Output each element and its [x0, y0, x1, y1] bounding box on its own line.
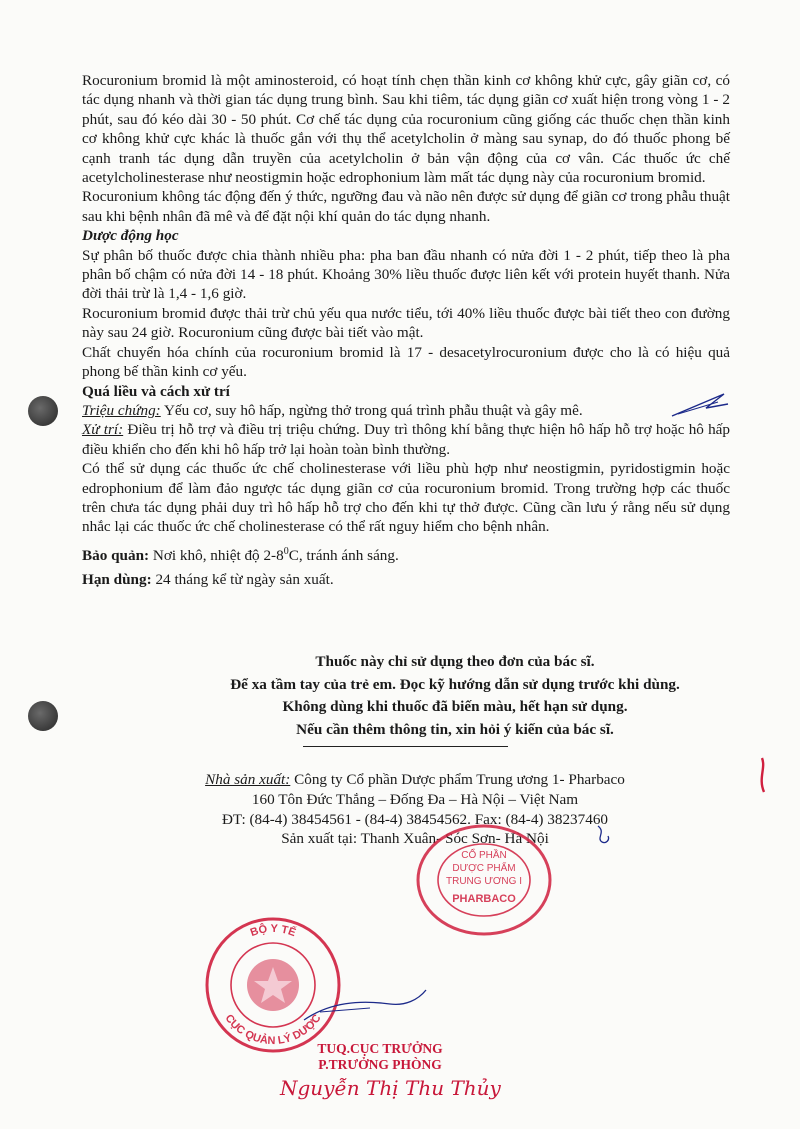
storage-label: Bảo quản: — [82, 546, 150, 564]
warning-block — [0, 651, 800, 741]
symptoms-text: Yếu cơ, suy hô hấp, ngừng thở trong quá trình phẫu thuật và gây mê. — [160, 401, 583, 419]
pharbaco-line-1: CỔ PHẦN — [461, 850, 507, 861]
pharbaco-name: PHARBACO — [452, 893, 516, 905]
paragraph-mechanism: Rocuronium bromid là một aminosteroid, có hoạt tính chẹn thần kinh cơ không khử cực, gây giãn cơ, có tác dụng nhanh và thời gian tác dụng trung bình. Sau khi tiêm, tác dụng giãn cơ xuất hiện trong vòng 1 - 2 phút, sau đó kéo dài 30 - 50 phút. Cơ chế tác dụng của rocuronium cũng giống các thuốc chẹn thần kinh cơ không khử cực khác là thuốc gắn với thụ thể acetylcholin ở màng sau synap, do đó thuốc phong bế cạnh tranh tác dụng dẫn truyền của acetylcholin ở bản vận động của cơ vân. Các thuốc ức chế acetylcholinesterase như neostigmin hoặc edrophonium làm mất tác dụng này của rocuronium bromid. — [82, 72, 730, 187]
symptoms-label: Triệu chứng: — [82, 401, 161, 419]
pharbaco-line-3: TRUNG ƯƠNG I — [445, 876, 523, 887]
treatment-label: Xử trí: — [82, 421, 124, 439]
treatment-text: Điều trị hỗ trợ và điều trị triệu chứng. Duy trì thông khí bằng thực hiện hô hấp hỗ trợ hoặc hô hấp điều khiển cho đến khi hô hấp trở lại hoàn toàn bình thường. — [82, 421, 731, 458]
paragraph-metabolite: Chất chuyển hóa chính của rocuronium bromid là 17 - desacetylrocuronium được cho là có hiệu quả phong bế thần kinh cơ yếu. — [82, 343, 730, 381]
paragraph-indication: Rocuronium không tác động đến ý thức, ngưỡng đau và não nên được sử dụng để giãn cơ trong phẫu thuật sau khi bệnh nhân đã mê và để đặt nội khí quản do tác dụng nhanh. — [82, 188, 730, 225]
paragraph-distribution: Sự phân bố thuốc được chia thành nhiều pha: pha ban đầu nhanh có nửa đời 1 - 2 phút, tiếp theo là pha phân bố chậm có nửa đời 14 - 18 phút. Khoảng 30% liều thuốc được liên kết với protein huyết thanh. Nửa đời thải trừ là 1,4 - 1,6 giờ. — [82, 246, 730, 303]
manufacturer-name: Công ty Cổ phần Dược phẩm Trung ương 1- Pharbaco — [290, 771, 625, 788]
ministry-arc-text: CỤC QUẢN LÝ DƯỢC — [222, 1012, 324, 1048]
punch-hole-top — [28, 396, 58, 426]
edge-red-mark — [756, 756, 770, 796]
pharbaco-line-2: DƯỢC PHẨM — [452, 863, 516, 874]
manufacturer-label: Nhà sản xuất: — [205, 771, 291, 788]
paragraph-symptoms — [82, 401, 730, 420]
paragraph-antidote: Có thể sử dụng các thuốc ức chế cholinesterase với liều phù hợp như neostigmin, pyridostigmin hoặc edrophonium để làm đảo ngược tác dụng giãn cơ của rocuronium bromid. Trong trường hợp các thuốc trên chưa tác dụng phải duy trì hô hấp hỗ trợ cho đến khi tự thở được. Cũng cần lưu ý rằng nếu sử dụng nhắc lại các thuốc ức chế cholinesterase có thể rất nguy hiểm cho bệnh nhân. — [82, 460, 730, 536]
pharbaco-stamp — [410, 820, 560, 940]
storage-line — [82, 542, 730, 565]
warning-line-1: Thuốc này chỉ sử dụng theo đơn của bác sĩ. — [315, 653, 595, 670]
paragraph-elimination: Rocuronium bromid được thải trừ chủ yếu qua nước tiểu, tới 40% liều thuốc được bài tiết theo con đường này sau 24 giờ. Rocuronium cũng được bài tiết vào mật. — [82, 304, 730, 342]
divider-line — [303, 746, 508, 747]
manufacturer-name-line — [155, 770, 675, 790]
expiry-text: 24 tháng kể từ ngày sản xuất. — [151, 571, 334, 589]
signatory-name: Nguyễn Thị Thu Thủy — [280, 1076, 501, 1100]
storage-text: Nơi khô, nhiệt độ 2-8 — [149, 546, 284, 564]
svg-text:BỘ Y TẾ — [249, 922, 298, 939]
signatory-line-2: P.TRƯỞNG PHÒNG — [318, 1057, 442, 1072]
pen-initial-mark — [668, 388, 732, 424]
warning-line-3: Không dùng khi thuốc đã biến màu, hết hạn sử dụng. — [282, 698, 628, 715]
degree-mark: 0 — [283, 545, 289, 557]
warning-line-2: Để xa tầm tay của trẻ em. Đọc kỹ hướng dẫn sử dụng trước khi dùng. — [230, 675, 680, 693]
document-body — [82, 71, 730, 590]
warning-line-4: Nếu cần thêm thông tin, xin hỏi ý kiến của bác sĩ. — [296, 720, 614, 738]
expiry-line — [82, 570, 730, 589]
ministry-top-text: BỘ Y TẾ — [248, 922, 298, 940]
signatory-line-1: TUQ.CỤC TRƯỞNG — [317, 1041, 443, 1056]
signatory-block — [265, 1041, 495, 1073]
expiry-label: Hạn dùng: — [82, 571, 152, 589]
heading-pharmacokinetics: Dược động học — [82, 227, 179, 245]
paragraph-treatment — [82, 420, 730, 459]
manufacturer-site: Sản xuất tại: Thanh Xuân- Sóc Sơn- Hà Nội — [281, 830, 549, 848]
storage-tail: C, tránh ánh sáng. — [288, 546, 399, 564]
heading-overdose: Quá liều và cách xử trí — [82, 382, 230, 400]
manufacturer-phone: ĐT: (84-4) 38454561 - (84-4) 38454562. Fax: (84-4) 38237460 — [221, 810, 609, 828]
initial-scribble — [592, 822, 616, 848]
manufacturer-address: 160 Tôn Đức Thắng – Đống Đa – Hà Nội – Việt Nam — [251, 790, 579, 808]
signature-stroke — [300, 982, 430, 1032]
